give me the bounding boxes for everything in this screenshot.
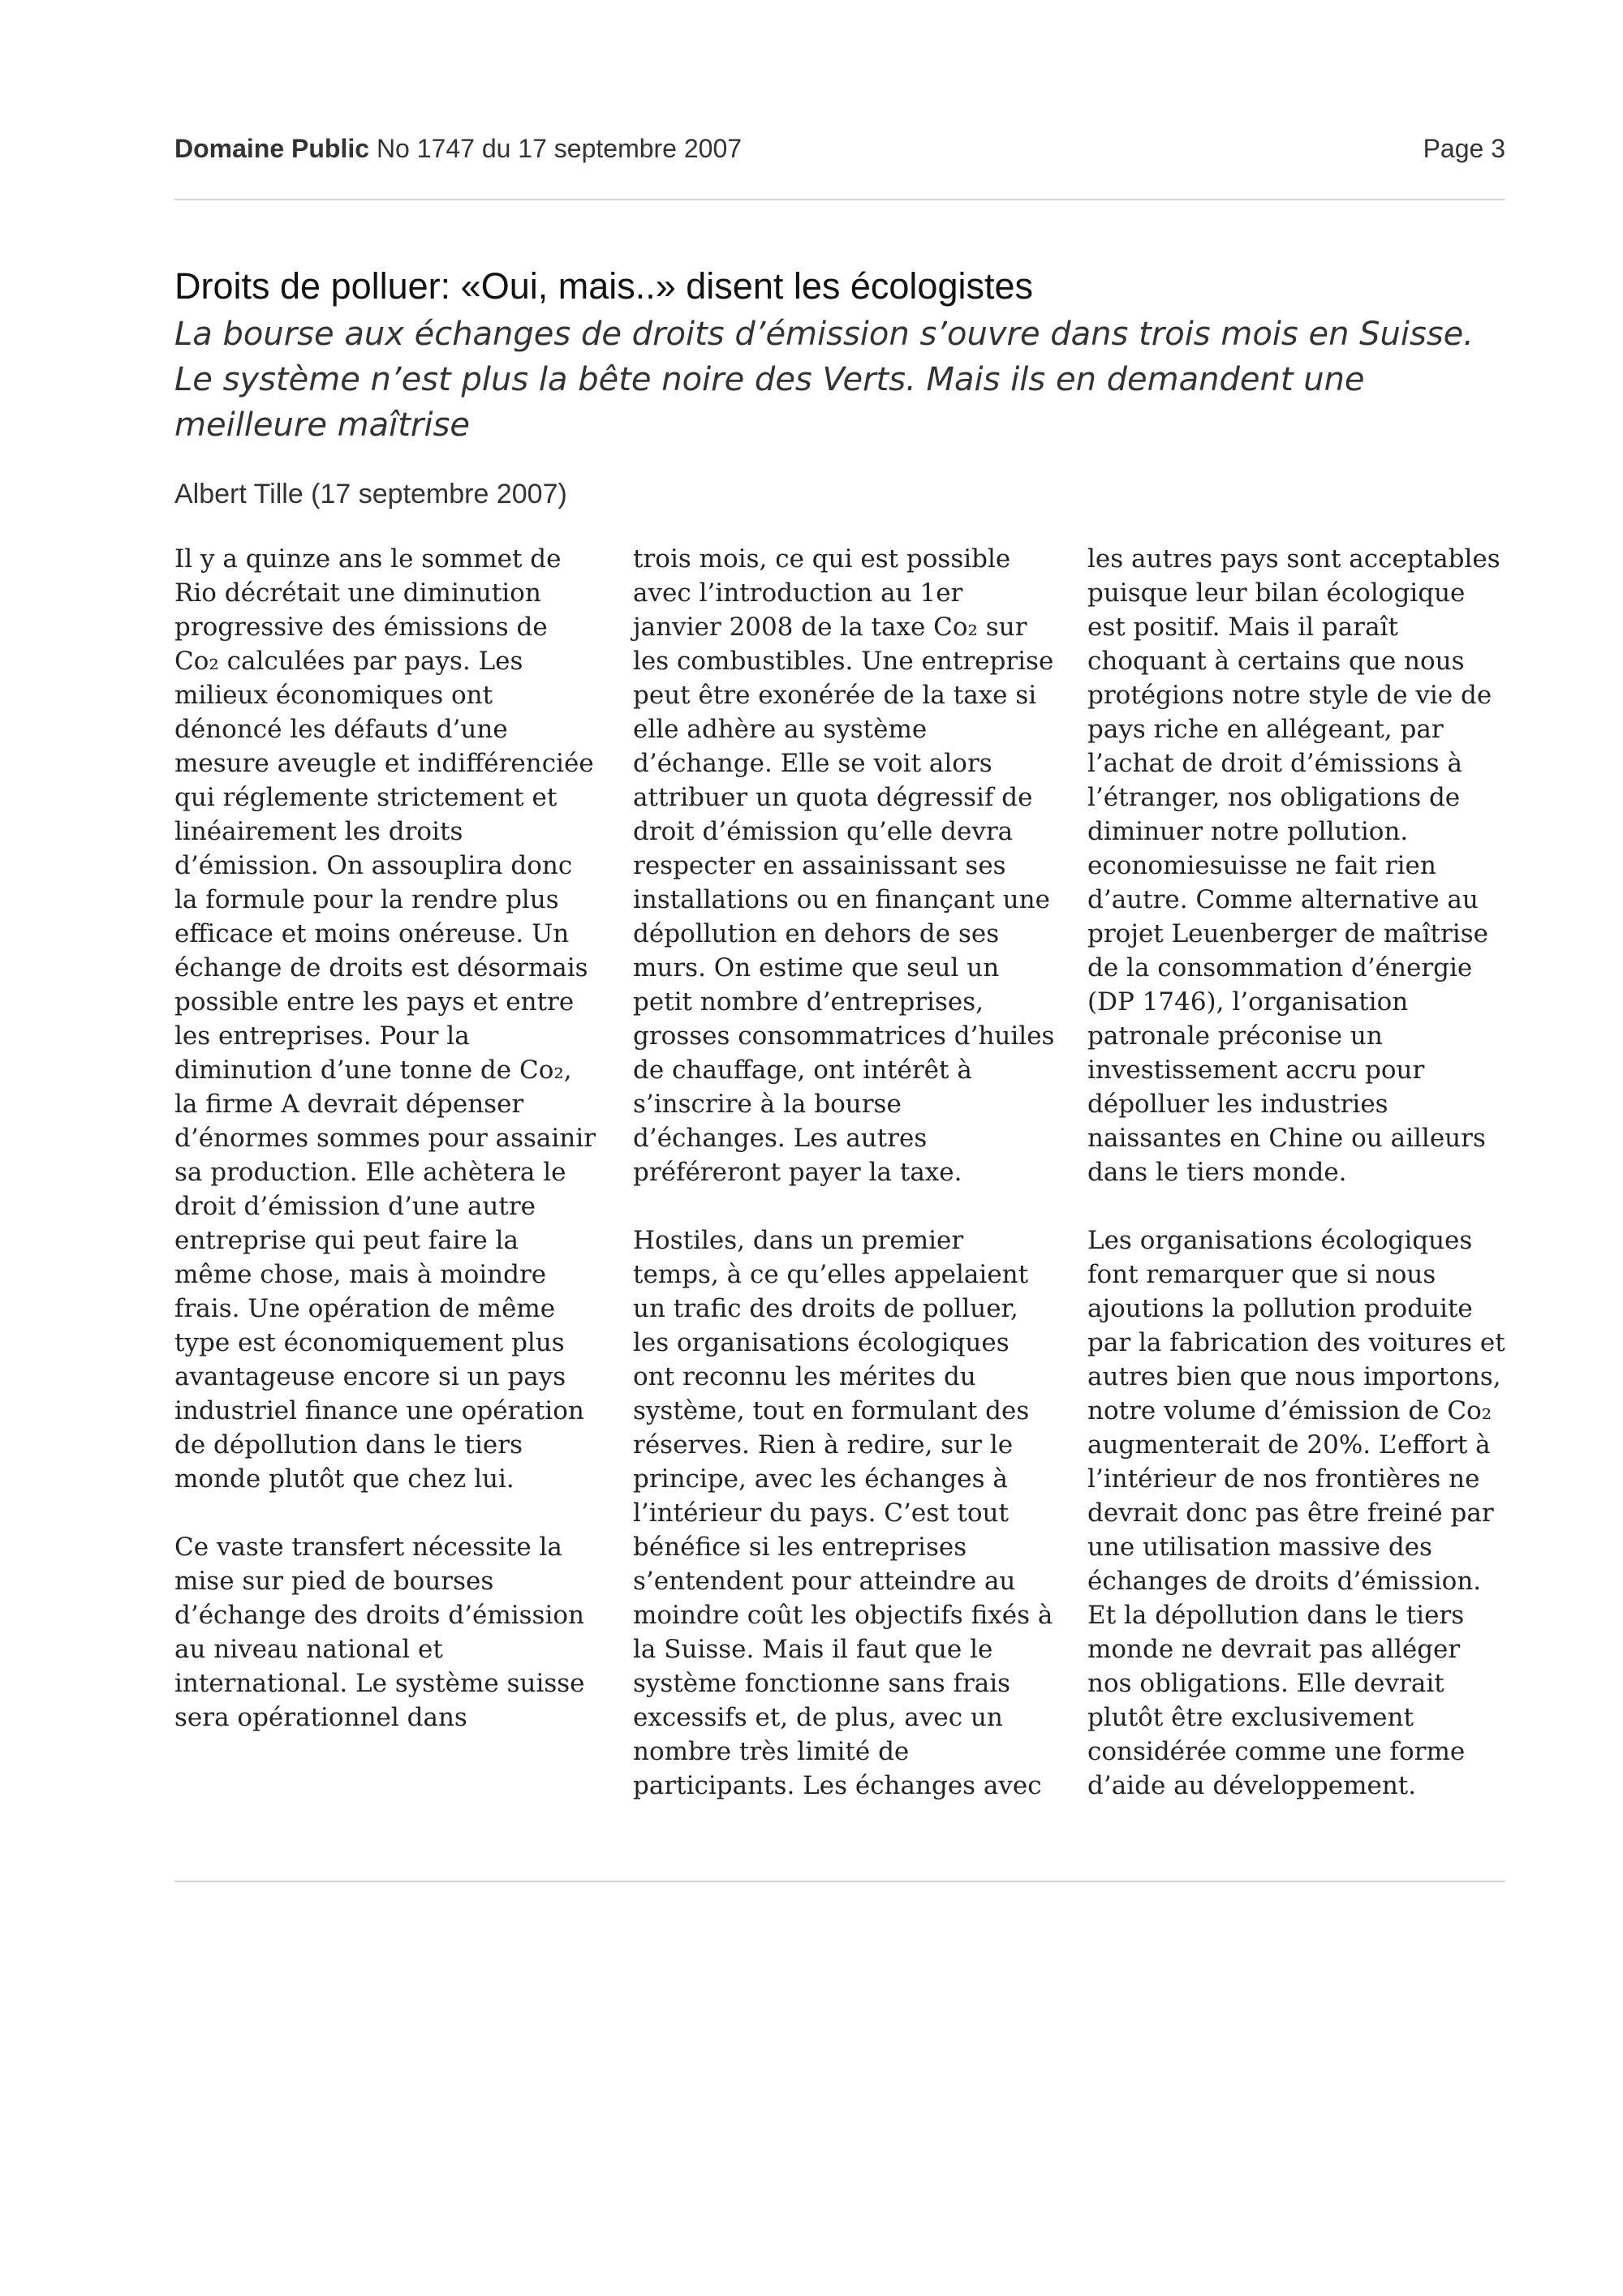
footer-divider (174, 1881, 1505, 1882)
text-column-1 (174, 542, 596, 1735)
text-column-2 (633, 542, 1055, 1803)
page-header (174, 134, 1505, 170)
text-column-3 (1087, 542, 1509, 1803)
paragraph: Ce vaste transfert nécessite la mise sur pied de bourses d’échange des droits d’émission au niveau national et international. Le système suisse sera opérationnel dans (174, 1533, 585, 1732)
article-body (174, 542, 1509, 1856)
paragraph: Les organisations écologiques font remarquer que si nous ajoutions la pollution produite par la fabrication des voitures et autres bien que nous importons, notre volume d’émission de Co₂ augmenterait de 20%. L’effort à l’intérieur de nos frontières ne devrait donc pas être freiné par une utilisation massive des échanges de droits d’émission. Et la dépollution dans le tiers monde ne devrait pas alléger nos obligations. Elle devrait plutôt être exclusivement considérée comme une forme d’aide au développement. (1087, 1226, 1505, 1800)
issue-info: No 1747 du 17 septembre 2007 (376, 134, 743, 163)
paragraph: Hostiles, dans un premier temps, à ce qu’elles appelaient un trafic des droits de polluer, les organisations écologiques ont reconnu les mérites du système, tout en formulant des réserves. Rien à redire, sur le principe, avec les échanges à l’intérieur du pays. C’est tout bénéfice si les entreprises s’entendent pour atteindre au moindre coût les objectifs fixés à la Suisse. Mais il faut que le système fonctionne sans frais excessifs et, de plus, avec un nombre très limité de participants. Les échanges avec (633, 1226, 1053, 1800)
paragraph: trois mois, ce qui est possible avec l’introduction au 1er janvier 2008 de la taxe Co₂ sur les combustibles. Une entreprise peut être exonérée de la taxe si elle adhère au système d’échange. Elle se voit alors attribuer un quota dégressif de droit d’émission qu’elle devra respecter en assainissant ses installations ou en finançant une dépollution en dehors de ses murs. On estime que seul un petit nombre d’entreprises, grosses consommatrices d’huiles de chauffage, ont intérêt à s’inscrire à la bourse d’échanges. Les autres préféreront payer la taxe. (633, 544, 1055, 1187)
publication-name: Domaine Public (174, 134, 370, 163)
page-number: Page 3 (1423, 134, 1505, 163)
header-divider (174, 199, 1505, 200)
article-subtitle: La bourse aux échanges de droits d’émission s’ouvre dans trois mois en Suisse. Le système n’est plus la bête noire des Verts. Mais ils en demandent une meilleure maîtrise (174, 316, 1474, 444)
paragraph: les autres pays sont acceptables puisque leur bilan écologique est positif. Mais il paraît choquant à certains que nous protégions notre style de vie de pays riche en allégeant, par l’achat de droit d’émissions à l’étranger, nos obligations de diminuer notre pollution. economiesuisse ne fait rien d’autre. Comme alternative au projet Leuenberger de maîtrise de la consommation d’énergie (DP 1746), l’organisation patronale préconise un investissement accru pour dépolluer les industries naissantes en Chine ou ailleurs dans le tiers monde. (1087, 544, 1500, 1187)
paragraph: Il y a quinze ans le sommet de Rio décrétait une diminution progressive des émissions de Co₂ calculées par pays. Les milieux économiques ont dénoncé les défauts d’une mesure aveugle et indifférenciée qui réglemente strictement et linéairement les droits d’émission. On assouplira donc la formule pour la rendre plus efficace et moins onéreuse. Un échange de droits est désormais possible entre les pays et entre les entreprises. Pour la diminution d’une tonne de Co₂, la firme A devrait dépenser d’énormes sommes pour assainir sa production. Elle achètera le droit d’émission d’une autre entreprise qui peut faire la même chose, mais à moindre frais. Une opération de même type est économiquement plus avantageuse encore si un pays industriel finance une opération de dépollution dans le tiers monde plutôt que chez lui. (174, 544, 596, 1494)
article-byline: Albert Tille (17 septembre 2007) (174, 479, 567, 510)
article-title: Droits de polluer: «Oui, mais..» disent les écologistes (174, 265, 1034, 307)
